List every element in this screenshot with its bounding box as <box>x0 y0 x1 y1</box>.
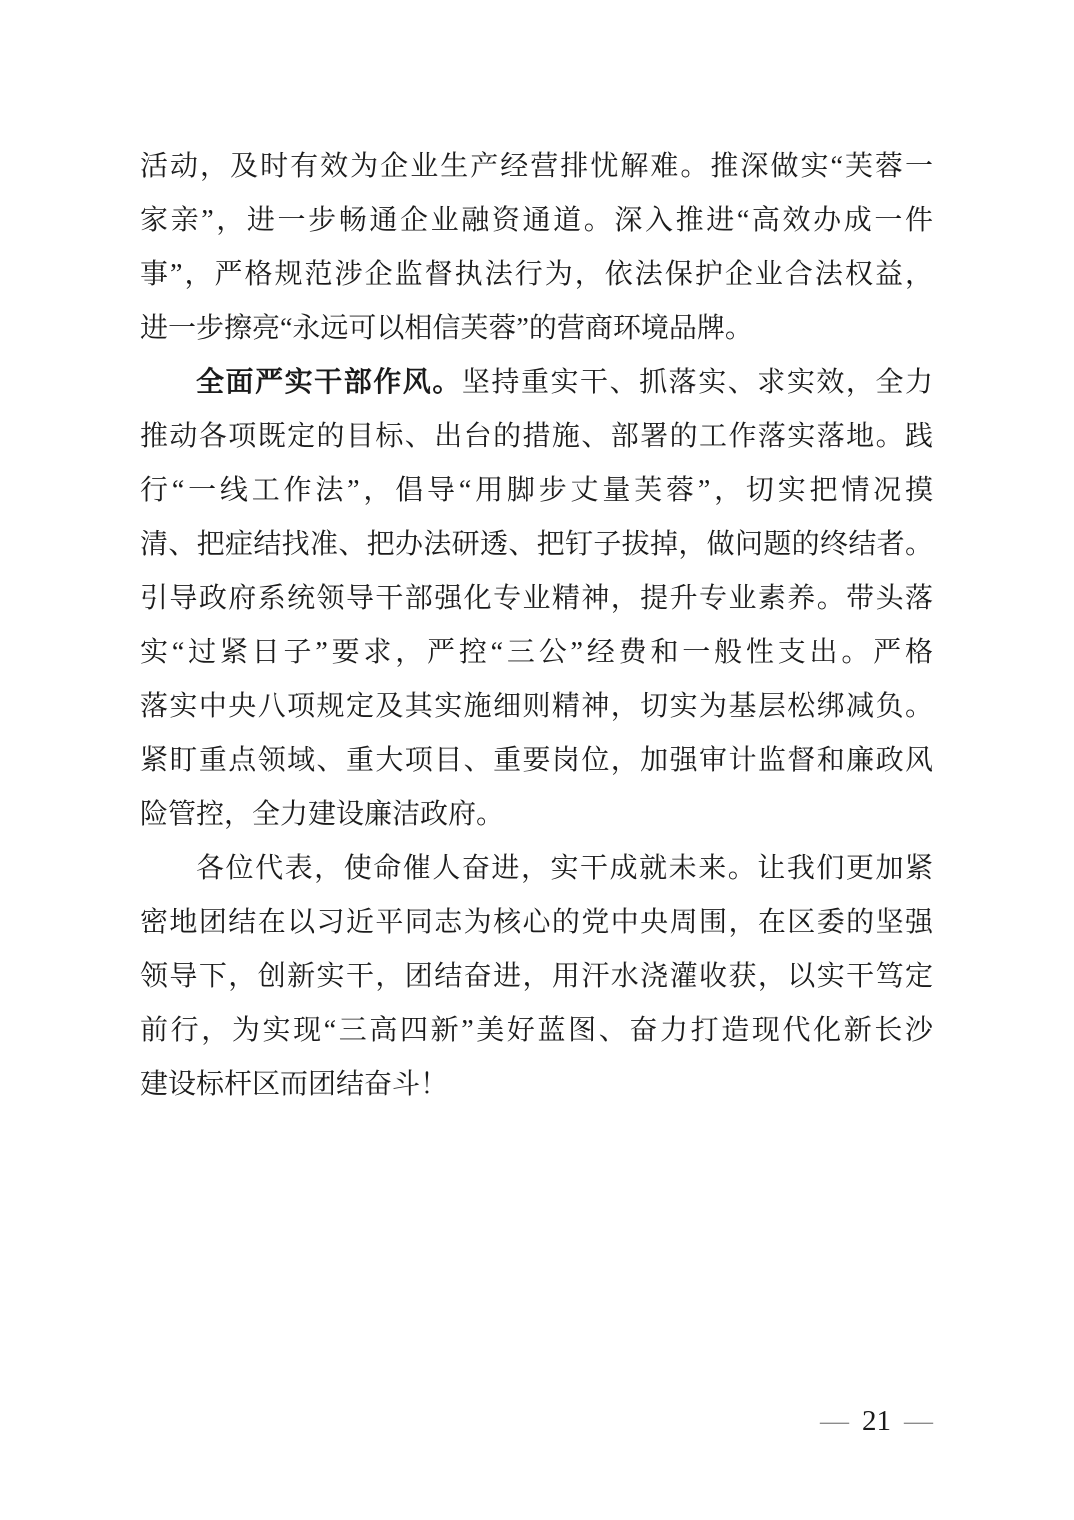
text-line: 行“一线工作法”，倡导“用脚步丈量芙蓉”，切实把情况摸 <box>140 475 933 506</box>
text-line: 紧盯重点领域、重大项目、重要岗位，加强审计监督和廉政风 <box>140 745 933 776</box>
page-number-dash-right: — <box>904 1405 933 1437</box>
text-line: 活动，及时有效为企业生产经营排忧解难。推深做实“芙蓉一 <box>140 151 933 182</box>
bold-lead-in: 全面严实干部作风。 <box>196 367 462 398</box>
page-number-dash-left: — <box>820 1405 849 1437</box>
paragraph-1 <box>140 140 933 356</box>
text-line: 家亲”，进一步畅通企业融资通道。深入推进“高效办成一件 <box>140 205 933 236</box>
text-run: 坚持重实干、抓落实、求实效，全力 <box>461 367 933 398</box>
paragraph-3 <box>140 842 933 1112</box>
text-line: 引导政府系统领导干部强化专业精神，提升专业素养。带头落 <box>140 583 933 614</box>
body-text <box>140 140 933 1112</box>
text-line: 建设标杆区而团结奋斗！ <box>140 1069 449 1100</box>
text-line: 实“过紧日子”要求，严控“三公”经费和一般性支出。严格 <box>140 637 933 668</box>
text-line: 清、把症结找准、把办法研透、把钉子拔掉，做问题的终结者。 <box>140 529 933 560</box>
text-line: 事”，严格规范涉企监督执法行为，依法保护企业合法权益， <box>140 259 933 290</box>
text-line: 前行，为实现“三高四新”美好蓝图、奋力打造现代化新长沙 <box>140 1015 933 1046</box>
text-line: 密地团结在以习近平同志为核心的党中央周围，在区委的坚强 <box>140 907 933 938</box>
page-number-value: 21 <box>862 1405 891 1437</box>
text-line: 险管控，全力建设廉洁政府。 <box>140 799 505 830</box>
text-line: 各位代表，使命催人奋进，实干成就未来。让我们更加紧 <box>196 853 933 884</box>
page-number <box>820 1404 933 1438</box>
text-line: 落实中央八项规定及其实施细则精神，切实为基层松绑减负。 <box>140 691 933 722</box>
text-line: 进一步擦亮“永远可以相信芙蓉”的营商环境品牌。 <box>140 313 753 344</box>
paragraph-2 <box>140 356 933 842</box>
text-line: 领导下，创新实干，团结奋进，用汗水浇灌收获，以实干笃定 <box>140 961 933 992</box>
text-line <box>140 356 933 410</box>
text-line: 推动各项既定的目标、出台的措施、部署的工作落实落地。践 <box>140 421 933 452</box>
